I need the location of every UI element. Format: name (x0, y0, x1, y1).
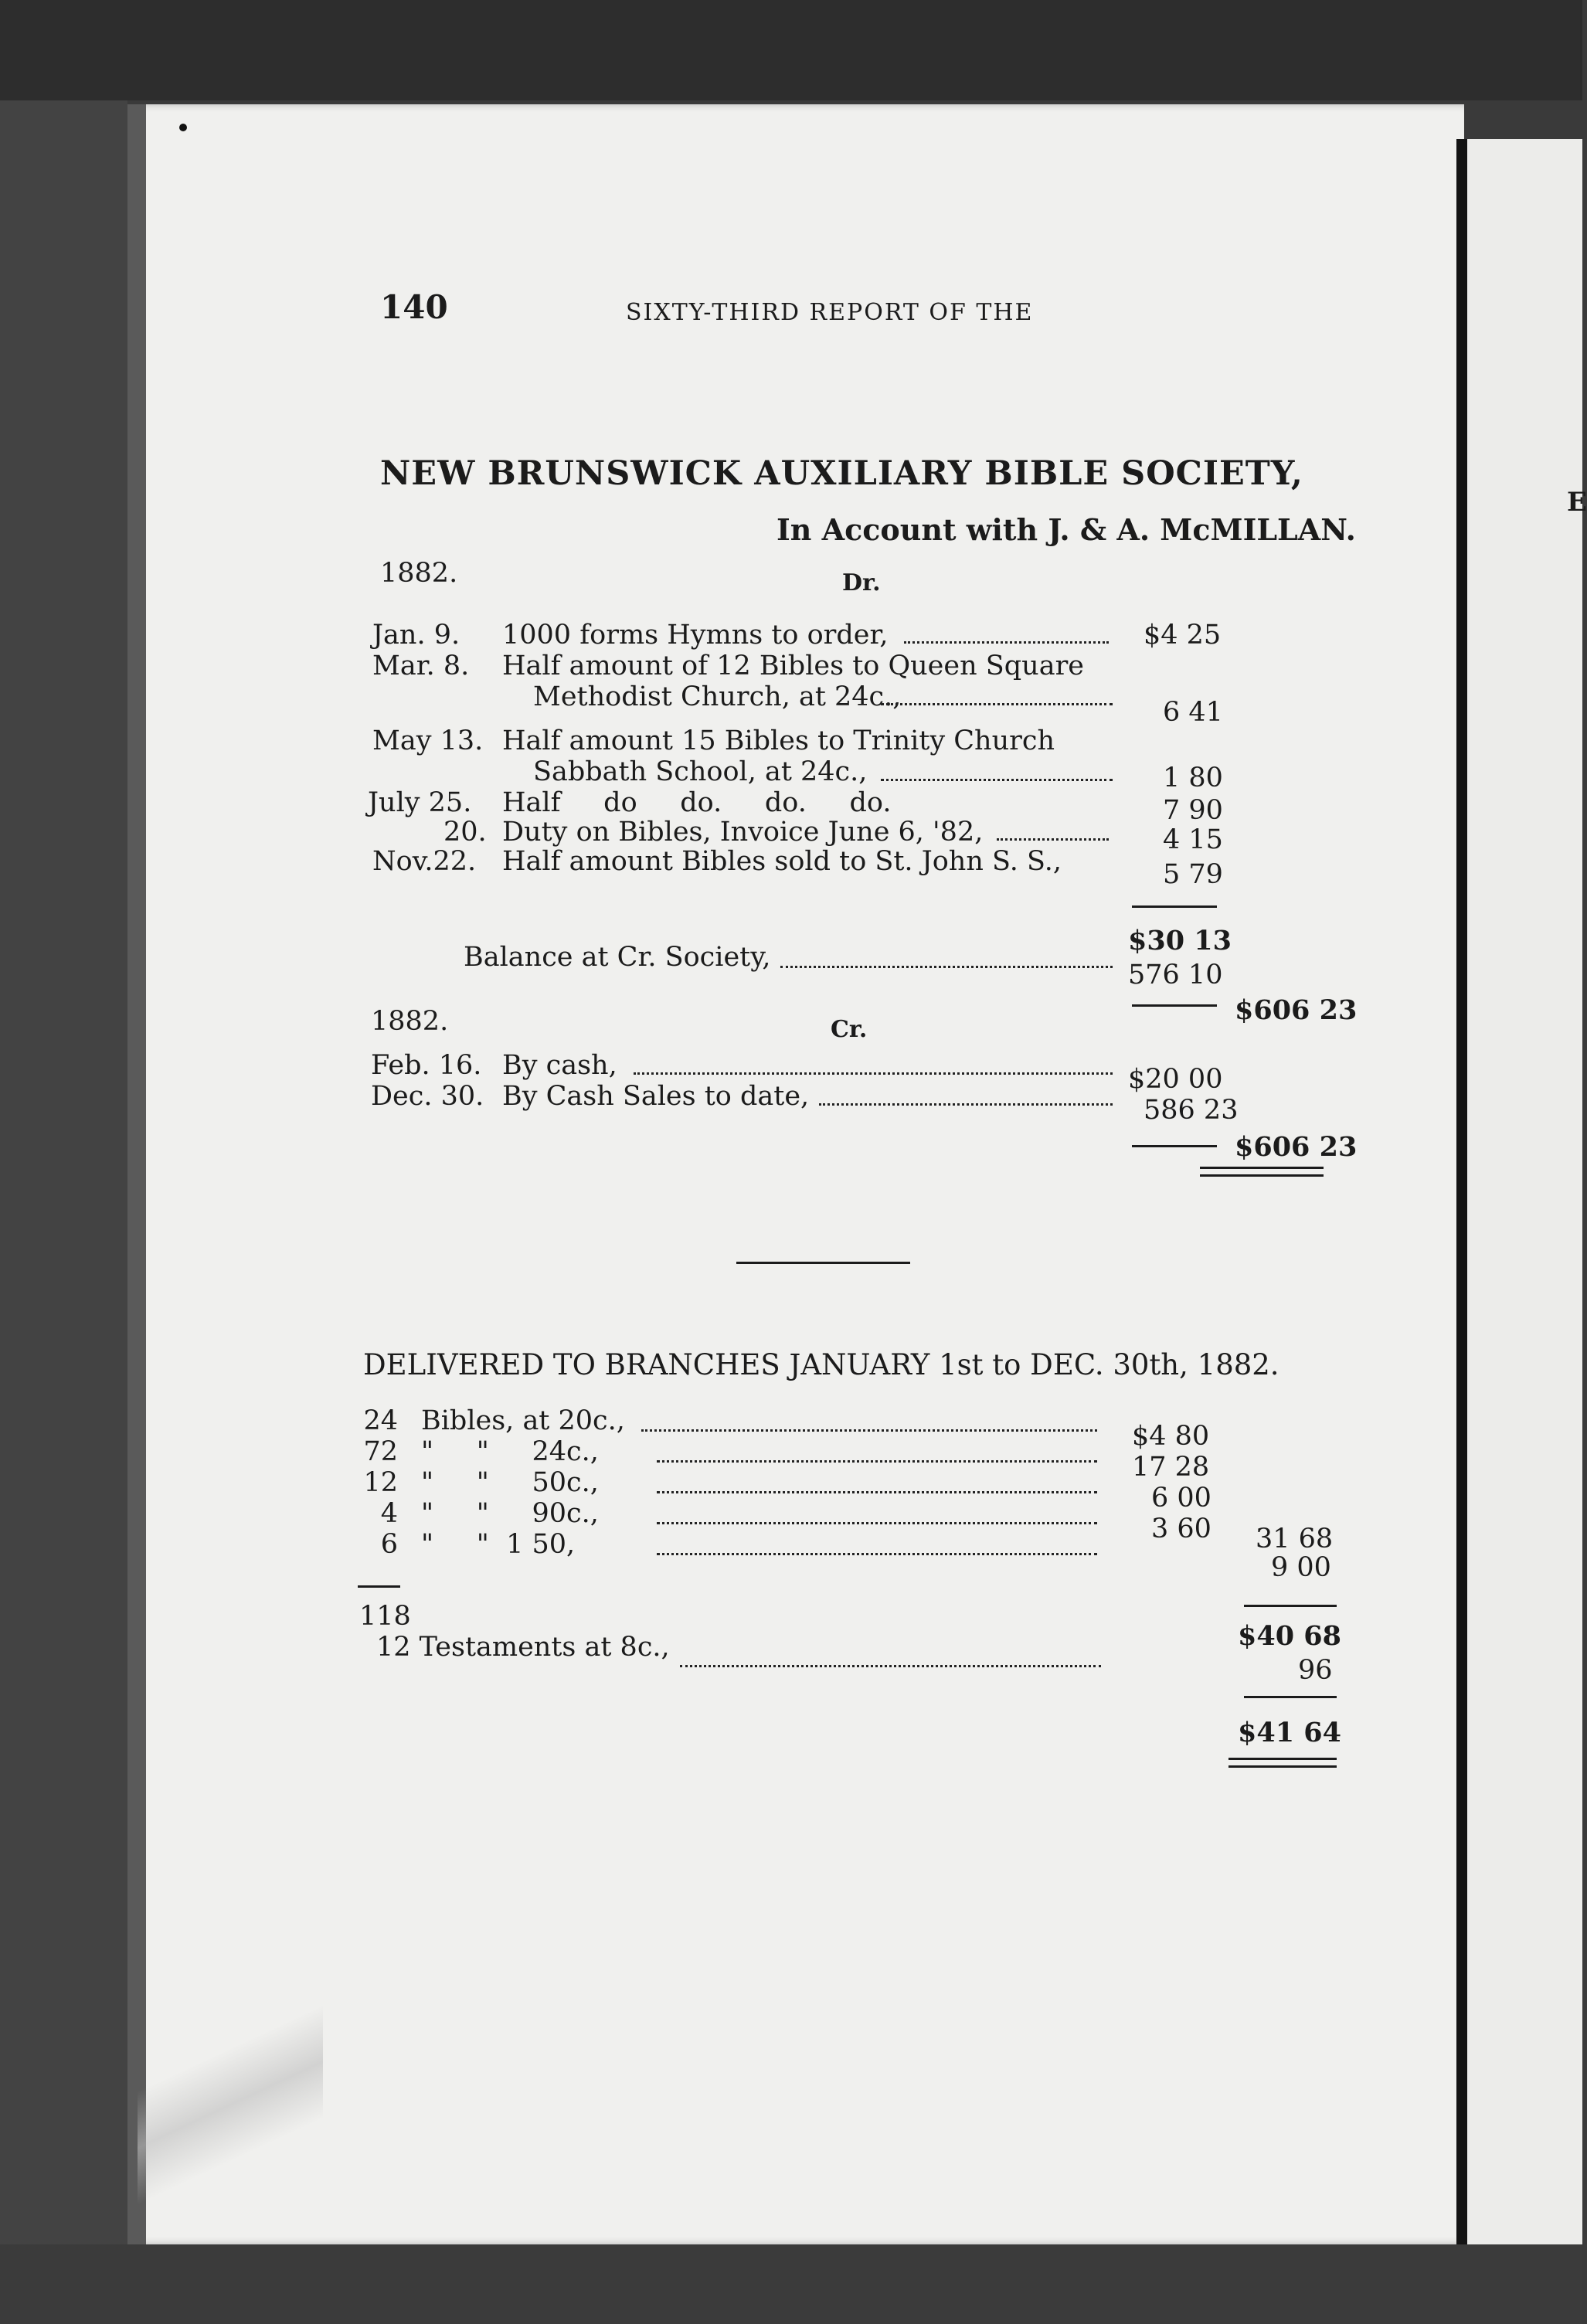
item-description: " " 1 50, (421, 1529, 576, 1560)
dot-leader (881, 703, 1113, 705)
dot-leader (881, 779, 1113, 781)
item-amount: 6 00 (1151, 1483, 1211, 1514)
quantity: 12 (363, 1467, 398, 1498)
page-corner-curl (138, 1939, 323, 2233)
page-number: 140 (380, 288, 448, 326)
balance-amount: 576 10 (1128, 960, 1223, 990)
item-amount: $4 80 (1132, 1421, 1210, 1452)
delivered-grand-total: $41 64 (1238, 1717, 1341, 1748)
account-subtitle: In Account with J. & A. McMILLAN. (777, 512, 1356, 547)
book-gutter (1456, 139, 1467, 2244)
delivered-title: DELIVERED TO BRANCHES JANUARY 1st to DEC. 30th, 1882. (363, 1348, 1279, 1381)
dot-leader (904, 641, 1109, 644)
debit-subtotal: $30 13 (1128, 925, 1232, 956)
debit-description-continued: Methodist Church, at 24c., (533, 681, 902, 712)
page-blemish (179, 124, 187, 131)
debit-description: Half amount 15 Bibles to Trinity Church (502, 725, 1055, 756)
debit-description: Duty on Bibles, Invoice June 6, '82, (502, 817, 984, 848)
item-amount: 17 28 (1132, 1452, 1210, 1483)
debit-description: 1000 forms Hymns to order, (502, 620, 889, 651)
debit-date: Jan. 9. (372, 620, 460, 651)
delivered-subtotal: 31 68 (1256, 1524, 1334, 1554)
dot-leader (641, 1429, 1097, 1432)
section-divider (736, 1262, 910, 1264)
debit-amount: 6 41 (1163, 697, 1223, 728)
dot-leader (780, 966, 1113, 968)
credit-total: $606 23 (1235, 1131, 1358, 1163)
debit-date: July 25. (368, 787, 472, 818)
debit-total: $606 23 (1235, 994, 1358, 1026)
debit-amount: 4 15 (1163, 824, 1223, 855)
item-description: " " 24c., (421, 1436, 599, 1467)
subtotal-rule (1132, 905, 1217, 908)
debit-date: Nov.22. (372, 846, 477, 877)
delivered-last-amount: 9 00 (1271, 1552, 1331, 1583)
quantity: 6 (380, 1529, 398, 1560)
quantity-rule (358, 1585, 400, 1588)
debit-amount: 7 90 (1163, 795, 1223, 826)
credit-year: 1882. (371, 1006, 449, 1037)
double-rule-top (1228, 1758, 1337, 1760)
double-rule-bottom (1200, 1174, 1324, 1177)
debit-description: Half do do. do. do. (502, 787, 892, 818)
debit-year: 1882. (380, 558, 458, 589)
credit-heading: Cr. (831, 1016, 868, 1043)
film-border-left (0, 100, 127, 2244)
debit-amount: 5 79 (1163, 859, 1223, 890)
dot-leader (657, 1491, 1097, 1493)
delivered-sum: $40 68 (1238, 1620, 1341, 1652)
debit-amount: $4 25 (1144, 620, 1222, 651)
running-title: SIXTY-THIRD REPORT OF THE (626, 299, 1034, 326)
double-rule-bottom (1228, 1765, 1337, 1768)
page-edge-shadow (127, 104, 146, 2244)
debit-description-continued: Sabbath School, at 24c., (533, 756, 868, 787)
credit-amount: $20 00 (1128, 1064, 1223, 1095)
testaments-amount: 96 (1298, 1655, 1333, 1686)
total-rule (1244, 1696, 1337, 1698)
credit-description: By Cash Sales to date, (502, 1081, 810, 1112)
debit-description: Half amount of 12 Bibles to Queen Square (502, 651, 1085, 681)
quantity: 24 (363, 1405, 398, 1436)
debit-heading: Dr. (842, 569, 881, 596)
dot-leader (657, 1460, 1097, 1463)
credit-description: By cash, (502, 1050, 617, 1081)
item-amount: 3 60 (1151, 1514, 1211, 1544)
facing-page-fragment: E (1567, 487, 1587, 518)
testaments-label: 12 Testaments at 8c., (376, 1632, 670, 1663)
credit-amount: 586 23 (1144, 1095, 1239, 1126)
credit-date: Dec. 30. (371, 1081, 484, 1112)
debit-amount: 1 80 (1163, 763, 1223, 793)
debit-date: May 13. (372, 725, 484, 756)
film-border-bottom (0, 2244, 1582, 2324)
debit-description: Half amount Bibles sold to St. John S. S., (502, 846, 1062, 877)
document-title: NEW BRUNSWICK AUXILIARY BIBLE SOCIETY, (380, 454, 1303, 493)
subtotal-rule (1132, 1145, 1217, 1147)
quantity-total: 118 (359, 1601, 411, 1632)
debit-date: 20. (443, 817, 487, 848)
total-rule (1132, 1004, 1217, 1007)
facing-page (1467, 139, 1582, 2244)
quantity: 72 (363, 1436, 398, 1467)
dot-leader (680, 1665, 1101, 1667)
dot-leader (657, 1522, 1097, 1524)
dot-leader (634, 1072, 1113, 1075)
item-description: " " 50c., (421, 1467, 599, 1498)
dot-leader (819, 1103, 1113, 1106)
subtotal-rule (1244, 1605, 1337, 1607)
quantity: 4 (380, 1498, 398, 1529)
credit-date: Feb. 16. (371, 1050, 482, 1081)
item-description: " " 90c., (421, 1498, 599, 1529)
dot-leader (657, 1553, 1097, 1555)
film-border-top (0, 0, 1582, 100)
double-rule-top (1200, 1167, 1324, 1169)
dot-leader (997, 838, 1109, 841)
balance-label: Balance at Cr. Society, (464, 942, 771, 973)
debit-date: Mar. 8. (372, 651, 470, 681)
item-description: Bibles, at 20c., (421, 1405, 625, 1436)
